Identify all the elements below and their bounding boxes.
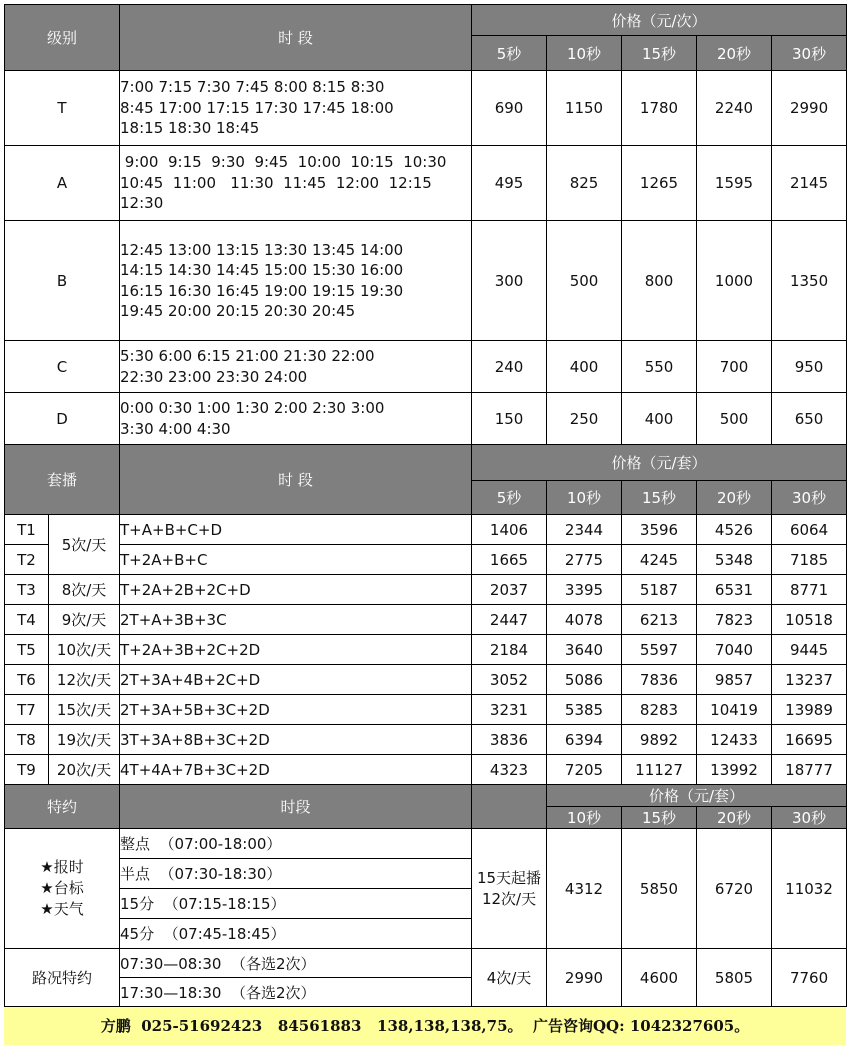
- package-row: [5, 575, 847, 605]
- price-cell: 7185: [772, 545, 847, 575]
- price-cell: 1150: [547, 71, 622, 146]
- time-line: 5:30 6:00 6:15 21:00 21:30 22:00: [120, 347, 375, 365]
- level-label: T: [5, 71, 120, 146]
- price-cell: 7040: [697, 635, 772, 665]
- level-row: [5, 71, 847, 146]
- package-row: [5, 635, 847, 665]
- special-slot: 半点 （07:30-18:30）: [120, 859, 472, 889]
- special-note-line: 15天起播: [476, 868, 542, 887]
- price-cell: 2990: [772, 71, 847, 146]
- level-label: A: [5, 146, 120, 221]
- price-cell: 800: [622, 221, 697, 341]
- price-cell: 2145: [772, 146, 847, 221]
- price-cell: 11127: [622, 755, 697, 785]
- duration-header: 5秒: [472, 481, 547, 515]
- package-frequency: 15次/天: [49, 695, 120, 725]
- price-cell: 4312: [547, 829, 622, 949]
- time-line: 9:00 9:15 9:30 9:45 10:00 10:15 10:30: [120, 153, 447, 172]
- package-combo: 4T+4A+7B+3C+2D: [120, 755, 472, 785]
- level-row: [5, 393, 847, 445]
- time-line: 19:45 20:00 20:15 20:30 20:45: [120, 302, 356, 320]
- price-cell: 1350: [772, 221, 847, 341]
- package-combo: 2T+3A+4B+2C+D: [120, 665, 472, 695]
- package-row: [5, 605, 847, 635]
- price-cell: 5597: [622, 635, 697, 665]
- price-cell: 500: [697, 393, 772, 445]
- time-line: 12:45 13:00 13:15 13:30 13:45 14:00: [120, 240, 404, 259]
- duration-header: 15秒: [622, 481, 697, 515]
- price-cell: 1265: [622, 146, 697, 221]
- price-cell: 10419: [697, 695, 772, 725]
- contact-footer: 方鹏 025-51692423 84561883 138,138,138,75。 广告咨询QQ: 1042327605。: [4, 1007, 846, 1045]
- duration-header: 20秒: [697, 36, 772, 71]
- price-cell: 7760: [772, 949, 847, 1007]
- time-line: 7:00 7:15 7:30 7:45 8:00 8:15 8:30: [120, 78, 385, 97]
- package-row: [5, 515, 847, 545]
- package-code: T6: [5, 665, 49, 695]
- package-code: T1: [5, 515, 49, 545]
- price-cell: 8283: [622, 695, 697, 725]
- price-cell: 6531: [697, 575, 772, 605]
- duration-header: 15秒: [622, 36, 697, 71]
- price-cell: 9857: [697, 665, 772, 695]
- price-cell: 2775: [547, 545, 622, 575]
- price-cell: 3395: [547, 575, 622, 605]
- price-cell: 18777: [772, 755, 847, 785]
- price-cell: 550: [622, 341, 697, 393]
- time-line: 22:30 23:00 23:30 24:00: [120, 367, 308, 386]
- price-cell: 4245: [622, 545, 697, 575]
- level-header: 级别: [5, 5, 120, 71]
- price-cell: 5187: [622, 575, 697, 605]
- level-label: D: [5, 393, 120, 445]
- special-slot: 15分 （07:15-18:15）: [120, 889, 472, 919]
- time-slots: [120, 341, 472, 393]
- price-cell: 9445: [772, 635, 847, 665]
- package-code: T4: [5, 605, 49, 635]
- price-per-spot-header: 价格（元/次）: [472, 5, 847, 36]
- package-combo: T+2A+B+C: [120, 545, 472, 575]
- price-cell: 6064: [772, 515, 847, 545]
- price-cell: 240: [472, 341, 547, 393]
- level-row: [5, 221, 847, 341]
- package-frequency: 10次/天: [49, 635, 120, 665]
- price-cell: 1406: [472, 515, 547, 545]
- price-cell: 495: [472, 146, 547, 221]
- time-line: 12:30: [120, 194, 164, 213]
- package-combo: 2T+3A+5B+3C+2D: [120, 695, 472, 725]
- package-frequency: 12次/天: [49, 665, 120, 695]
- time-slot-header: 时段: [120, 785, 472, 829]
- price-cell: 5086: [547, 665, 622, 695]
- price-cell: 2447: [472, 605, 547, 635]
- time-line: 16:15 16:30 16:45 19:00 19:15 19:30: [120, 281, 404, 300]
- package-header: 套播: [5, 445, 120, 515]
- price-cell: 4600: [622, 949, 697, 1007]
- duration-header: 5秒: [472, 36, 547, 71]
- price-per-package-header: 价格（元/套）: [547, 785, 847, 807]
- duration-header: 20秒: [697, 481, 772, 515]
- price-cell: 12433: [697, 725, 772, 755]
- price-cell: 250: [547, 393, 622, 445]
- package-code: T5: [5, 635, 49, 665]
- price-cell: 6720: [697, 829, 772, 949]
- time-line: 10:45 11:00 11:30 11:45 12:00 12:15: [120, 173, 432, 192]
- package-frequency: 19次/天: [49, 725, 120, 755]
- price-cell: 1665: [472, 545, 547, 575]
- package-code: T8: [5, 725, 49, 755]
- price-cell: 4526: [697, 515, 772, 545]
- duration-header: 15秒: [622, 807, 697, 829]
- duration-header: 20秒: [697, 807, 772, 829]
- level-row: [5, 341, 847, 393]
- special-slot: 07:30—08:30 （各选2次）: [120, 949, 472, 978]
- package-combo: T+A+B+C+D: [120, 515, 472, 545]
- time-line: 3:30 4:00 4:30: [120, 419, 231, 438]
- package-row: [5, 695, 847, 725]
- price-per-package-header: 价格（元/套）: [472, 445, 847, 481]
- rate-card-table: [4, 4, 847, 1007]
- price-cell: 13989: [772, 695, 847, 725]
- price-cell: 1780: [622, 71, 697, 146]
- price-cell: 9892: [622, 725, 697, 755]
- price-cell: 16695: [772, 725, 847, 755]
- special-item-weather: ★天气: [40, 900, 84, 918]
- price-cell: 650: [772, 393, 847, 445]
- time-line: 8:45 17:00 17:15 17:30 17:45 18:00: [120, 98, 394, 117]
- price-cell: 3836: [472, 725, 547, 755]
- level-row: [5, 146, 847, 221]
- level-label: C: [5, 341, 120, 393]
- package-code: T9: [5, 755, 49, 785]
- time-line: 14:15 14:30 14:45 15:00 15:30 16:00: [120, 261, 404, 279]
- price-cell: 5348: [697, 545, 772, 575]
- special-note: 4次/天: [472, 949, 547, 1007]
- price-cell: 1595: [697, 146, 772, 221]
- special-group-label: [5, 829, 120, 949]
- price-cell: 300: [472, 221, 547, 341]
- package-code: T3: [5, 575, 49, 605]
- time-slots: [120, 71, 472, 146]
- price-cell: 5805: [697, 949, 772, 1007]
- time-line: 0:00 0:30 1:00 1:30 2:00 2:30 3:00: [120, 399, 385, 417]
- price-cell: 5850: [622, 829, 697, 949]
- package-code: T2: [5, 545, 49, 575]
- price-cell: 6394: [547, 725, 622, 755]
- time-slot-header: 时 段: [120, 5, 472, 71]
- special-slot: 45分 （07:45-18:45）: [120, 919, 472, 949]
- duration-header: 10秒: [547, 481, 622, 515]
- level-label: B: [5, 221, 120, 341]
- price-cell: 2184: [472, 635, 547, 665]
- package-combo: T+2A+3B+2C+2D: [120, 635, 472, 665]
- package-frequency: 8次/天: [49, 575, 120, 605]
- time-slots: [120, 221, 472, 341]
- price-cell: 400: [547, 341, 622, 393]
- package-row: [5, 755, 847, 785]
- price-cell: 950: [772, 341, 847, 393]
- blank-header: [472, 785, 547, 829]
- price-cell: 690: [472, 71, 547, 146]
- traffic-sponsor-label: 路况特约: [5, 949, 120, 1007]
- price-cell: 2037: [472, 575, 547, 605]
- time-slots: [120, 146, 472, 221]
- package-row: [5, 545, 847, 575]
- duration-header: 30秒: [772, 36, 847, 71]
- package-code: T7: [5, 695, 49, 725]
- price-cell: 2344: [547, 515, 622, 545]
- price-cell: 2990: [547, 949, 622, 1007]
- time-slots: [120, 393, 472, 445]
- package-combo: T+2A+2B+2C+D: [120, 575, 472, 605]
- price-cell: 500: [547, 221, 622, 341]
- package-frequency: 5次/天: [49, 515, 120, 575]
- price-cell: 3052: [472, 665, 547, 695]
- duration-header: 10秒: [547, 807, 622, 829]
- price-cell: 7823: [697, 605, 772, 635]
- price-cell: 7836: [622, 665, 697, 695]
- time-slot-header: 时 段: [120, 445, 472, 515]
- special-header: 特约: [5, 785, 120, 829]
- duration-header: 30秒: [772, 807, 847, 829]
- duration-header: 10秒: [547, 36, 622, 71]
- price-cell: 6213: [622, 605, 697, 635]
- price-cell: 3231: [472, 695, 547, 725]
- package-row: [5, 665, 847, 695]
- price-cell: 400: [622, 393, 697, 445]
- special-slot: 17:30—18:30 （各选2次）: [120, 978, 472, 1007]
- special-note-line: 12次/天: [481, 889, 537, 908]
- price-cell: 2240: [697, 71, 772, 146]
- time-line: 18:15 18:30 18:45: [120, 119, 260, 138]
- price-cell: 7205: [547, 755, 622, 785]
- price-cell: 1000: [697, 221, 772, 341]
- price-cell: 4323: [472, 755, 547, 785]
- price-cell: 3640: [547, 635, 622, 665]
- special-note: [472, 829, 547, 949]
- price-cell: 8771: [772, 575, 847, 605]
- price-cell: 150: [472, 393, 547, 445]
- price-cell: 700: [697, 341, 772, 393]
- price-cell: 13992: [697, 755, 772, 785]
- price-cell: 4078: [547, 605, 622, 635]
- price-cell: 5385: [547, 695, 622, 725]
- special-slot: 整点 （07:00-18:00）: [120, 829, 472, 859]
- duration-header: 30秒: [772, 481, 847, 515]
- price-cell: 3596: [622, 515, 697, 545]
- price-cell: 13237: [772, 665, 847, 695]
- package-combo: 2T+A+3B+3C: [120, 605, 472, 635]
- package-frequency: 9次/天: [49, 605, 120, 635]
- package-frequency: 20次/天: [49, 755, 120, 785]
- price-cell: 11032: [772, 829, 847, 949]
- price-cell: 825: [547, 146, 622, 221]
- package-row: [5, 725, 847, 755]
- package-combo: 3T+3A+8B+3C+2D: [120, 725, 472, 755]
- special-item-logo: ★台标: [40, 879, 84, 897]
- special-item-time: ★报时: [40, 858, 84, 876]
- price-cell: 10518: [772, 605, 847, 635]
